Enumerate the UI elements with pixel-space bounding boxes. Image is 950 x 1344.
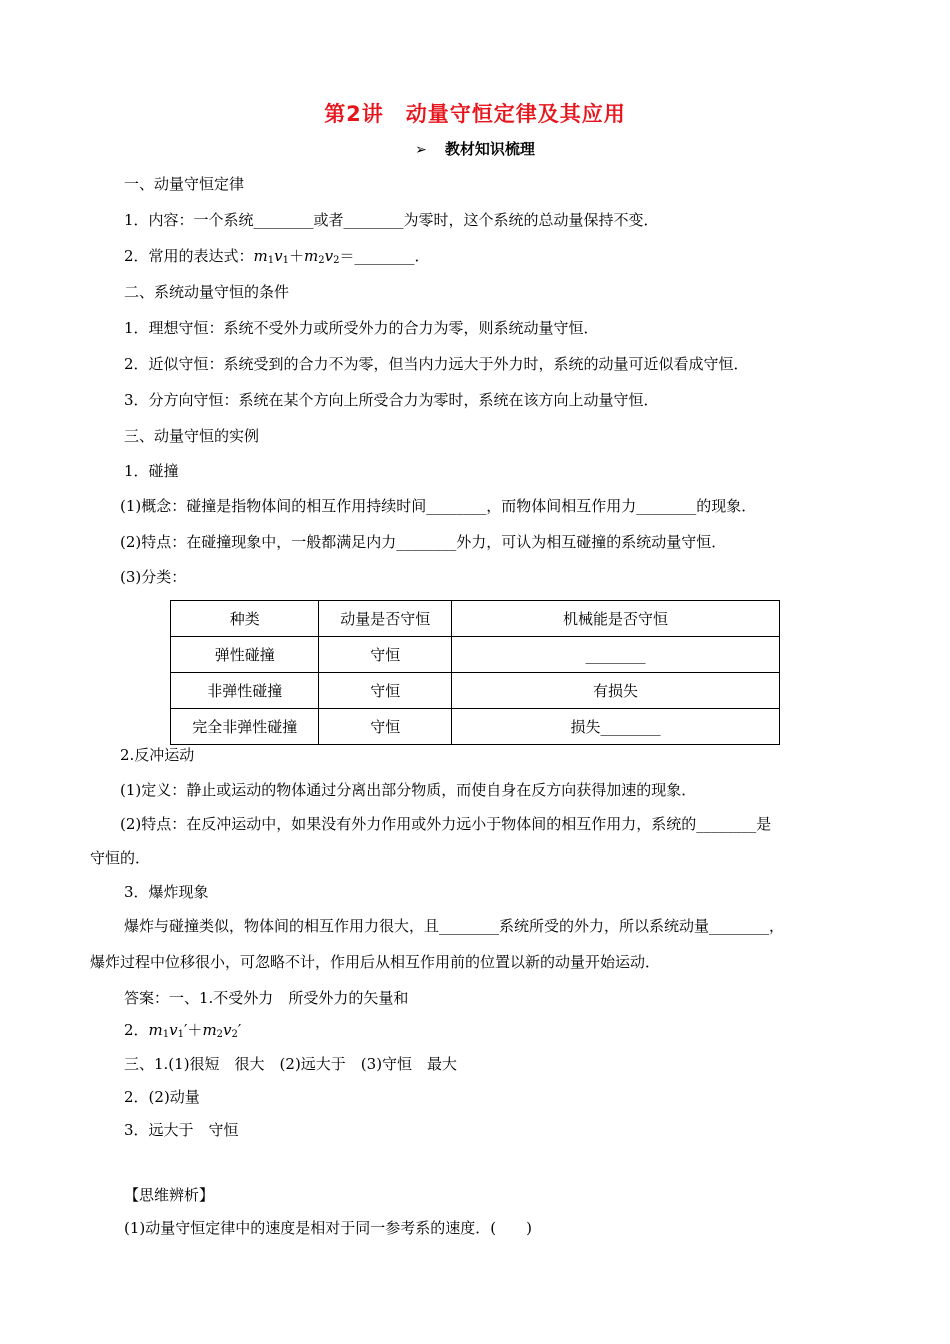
section-heading: 二、系统动量守恒的条件 — [124, 283, 290, 301]
table-cell: 非弹性碰撞 — [171, 673, 319, 709]
paragraph: 2．近似守恒：系统受到的合力不为零，但当内力远大于外力时，系统的动量可近似看成守恒． — [124, 355, 749, 373]
paragraph: (2)特点：在反冲运动中，如果没有外力作用或外力远小于物体间的相互作用力，系统的________是 — [120, 815, 772, 833]
table-row — [171, 637, 780, 673]
paragraph: 2.反冲运动 — [120, 746, 195, 764]
answer-line: 3．远大于 守恒 — [124, 1121, 239, 1139]
paragraph: 爆炸与碰撞类似，物体间的相互作用力很大，且________系统所受的外力，所以系统动量________， — [124, 917, 785, 935]
arrow-bullet-icon: ➢ — [415, 142, 427, 158]
answer-line: 三、1.(1)很短 很大 (2)远大于 (3)守恒 最大 — [124, 1055, 458, 1073]
table-cell: 守恒 — [319, 709, 452, 745]
table-row — [171, 709, 780, 745]
answer-formula-line: 2．$m_1v_1'+m_2v_2'$ — [124, 1021, 242, 1040]
paragraph: (1)定义：静止或运动的物体通过分离出部分物质，而使自身在反方向获得加速的现象． — [120, 781, 697, 799]
table-row — [171, 673, 780, 709]
section-heading: 一、动量守恒定律 — [124, 175, 245, 193]
table-header-row — [171, 601, 780, 637]
table-cell: 守恒 — [319, 637, 452, 673]
table-header-cell: 种类 — [171, 601, 319, 637]
thinking-heading: 【思维辨析】 — [124, 1186, 215, 1204]
thinking-question: (1)动量守恒定律中的速度是相对于同一参考系的速度．( ) — [124, 1219, 532, 1237]
paragraph: 守恒的． — [90, 849, 151, 867]
paragraph: 1．理想守恒：系统不受外力或所受外力的合力为零，则系统动量守恒． — [124, 319, 599, 337]
table-header-cell: 动量是否守恒 — [319, 601, 452, 637]
collision-classification-table — [170, 600, 780, 745]
table-cell: ________ — [452, 637, 780, 673]
page-title: 第2讲 动量守恒定律及其应用 — [324, 102, 626, 126]
paragraph: 3．分方向守恒：系统在某个方向上所受合力为零时，系统在该方向上动量守恒． — [124, 391, 659, 409]
answer-line: 2．(2)动量 — [124, 1088, 200, 1106]
table-header-cell: 机械能是否守恒 — [452, 601, 780, 637]
table-cell: 守恒 — [319, 673, 452, 709]
table-cell: 损失________ — [452, 709, 780, 745]
paragraph: (2)特点：在碰撞现象中，一般都满足内力________外力，可认为相互碰撞的系统动量守恒． — [120, 533, 727, 551]
table-cell: 弹性碰撞 — [171, 637, 319, 673]
paragraph: 1．碰撞 — [124, 462, 179, 480]
subtitle-text: 教材知识梳理 — [444, 140, 535, 158]
formula-line: 2．常用的表达式：$m_1v_1+m_2v_2=\_\_\_\_\_\_\_\_$． — [124, 247, 430, 266]
paragraph: (3)分类： — [120, 568, 187, 586]
table-cell: 有损失 — [452, 673, 780, 709]
table-cell: 完全非弹性碰撞 — [171, 709, 319, 745]
paragraph: (1)概念：碰撞是指物体间的相互作用持续时间________，而物体间相互作用力________的现象． — [120, 497, 757, 515]
section-subtitle — [0, 138, 950, 159]
paragraph: 1．内容：一个系统________或者________为零时，这个系统的总动量保持不变． — [124, 211, 659, 229]
paragraph: 爆炸过程中位移很小，可忽略不计，作用后从相互作用前的位置以新的动量开始运动． — [90, 953, 661, 971]
answer-line: 答案：一、1.不受外力 所受外力的矢量和 — [124, 989, 409, 1007]
paragraph: 3．爆炸现象 — [124, 883, 209, 901]
section-heading: 三、动量守恒的实例 — [124, 427, 260, 445]
